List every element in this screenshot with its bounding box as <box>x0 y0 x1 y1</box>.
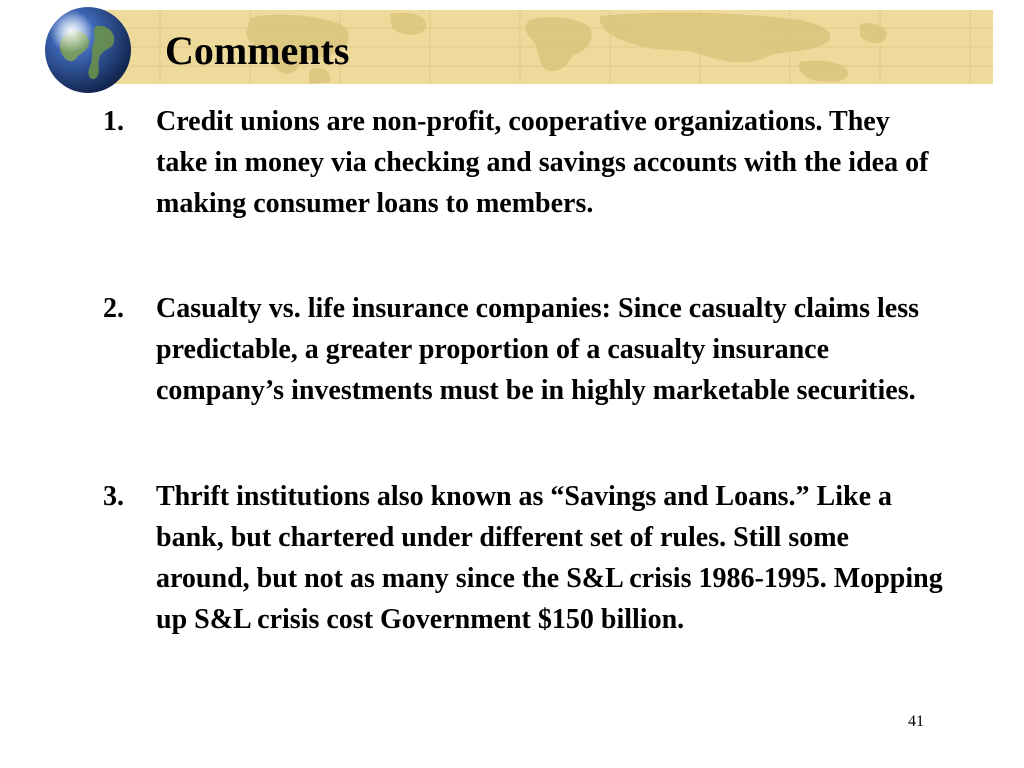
list-item-text: Credit unions are non-profit, cooperative organizations. They take in money via checking and savings accounts with the idea of making consumer loans to members. <box>156 106 929 219</box>
globe-icon <box>44 6 132 94</box>
list-item-text: Thrift institutions also known as “Savings and Loans.” Like a bank, but chartered under different set of rules. Still some around, but not as many since the S&L crisis 1986-1995. Mopping up S&L crisis cost Government $150 billion. <box>156 481 943 635</box>
list-item-number: 1. <box>103 106 124 137</box>
list-item-number: 3. <box>103 481 124 512</box>
page-number: 41 <box>908 713 924 730</box>
list-item-text: Casualty vs. life insurance companies: Since casualty claims less predictable, a greater proportion of a casualty insurance company’s investments must be in highly marketable securities. <box>156 293 919 406</box>
slide-title: Comments <box>165 28 350 73</box>
list-item-number: 2. <box>103 293 124 324</box>
